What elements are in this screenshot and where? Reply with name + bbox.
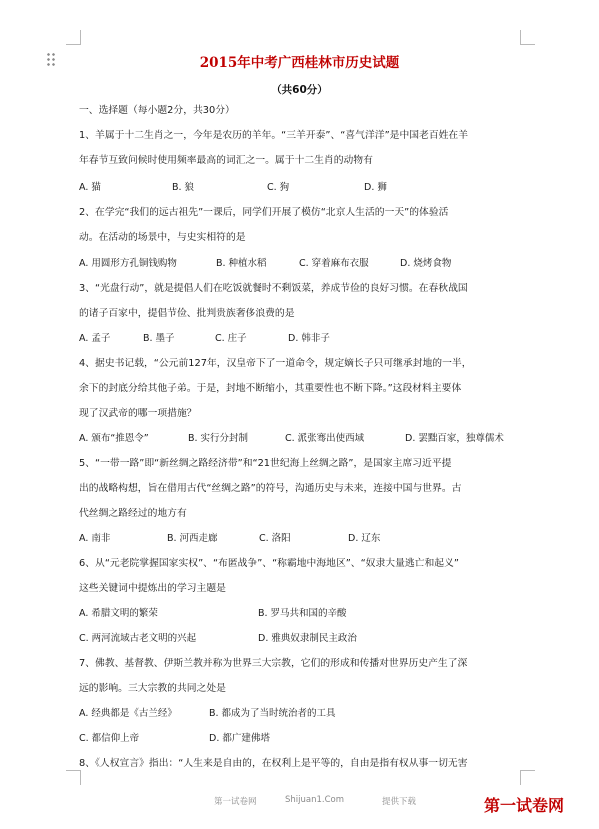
question-5-option-b: B. 河西走廊 [167,533,218,544]
question-6-text: 6、从“元老院掌握国家实权”、“布匿战争”、“称霸地中海地区”、“奴隶大量逃亡和起义” [79,558,459,569]
question-7-option-b: B. 都成为了当时统治者的工具 [209,708,336,719]
question-3-option-b: B. 墨子 [143,333,175,344]
question-5-text: 5、“一带一路”即“新丝绸之路经济带”和“21世纪海上丝绸之路”，是国家主席习近平提 [79,458,452,469]
footer-site-url[interactable]: Shijuan1.Com [285,795,345,805]
question-5-option-c: C. 洛阳 [259,533,291,544]
section-heading: 一、选择题（每小题2分，共30分） [79,105,235,116]
footer-site-name: 第一试卷网 [214,797,257,807]
question-4-text: 4、据史书记载，“公元前127年，汉皇帝下了一道命令，规定嫡长子只可继承封地的一半， [79,358,472,369]
page-corner-mark [66,30,81,45]
question-2-option-c: C. 穿着麻布衣服 [299,258,369,269]
question-2-option-a: A. 用圆形方孔铜钱购物 [79,258,177,269]
question-2-text: 2、在学完“我们的远古祖先”一课后，同学们开展了模仿“北京人生活的一天”的体验活 [79,207,449,218]
question-1-text: 1、羊属于十二生肖之一，今年是农历的羊年。“三羊开泰”、“喜气洋洋”是中国老百姓在羊 [79,130,469,141]
question-5-option-d: D. 辽东 [348,533,381,544]
question-6-option-c: C. 两河流域古老文明的兴起 [79,633,197,644]
question-4-option-d: D. 罢黜百家，独尊儒术 [405,433,504,444]
question-3-option-d: D. 韩非子 [288,333,330,344]
question-4-option-b: B. 实行分封制 [188,433,249,444]
question-1-option-c: C. 狗 [267,182,290,193]
question-7-text: 远的影响。三大宗教的共同之处是 [79,683,226,694]
question-4-option-a: A. 颁布“推恩令” [79,433,149,444]
document-subtitle: （共60分） [271,84,328,96]
brand-watermark: 第一试卷网 [484,796,565,815]
question-4-option-c: C. 派张骞出使西域 [285,433,365,444]
question-5-text: 代丝绸之路经过的地方有 [79,508,187,519]
page-corner-mark [66,770,81,785]
question-1-option-a: A. 猫 [79,182,101,193]
question-4-text: 现了汉武帝的哪一项措施？ [79,408,197,419]
question-3-option-a: A. 孟子 [79,333,111,344]
question-4-text: 余下的封底分给其他子弟。于是，封地不断缩小，其重要性也不断下降。”这段材料主要体 [79,383,462,394]
question-6-option-b: B. 罗马共和国的辛酸 [258,608,347,619]
page-corner-mark [520,770,535,785]
question-2-option-b: B. 种植水稻 [216,258,267,269]
question-7-option-c: C. 都信仰上帝 [79,733,140,744]
question-2-option-d: D. 烧烤食物 [400,258,452,269]
question-7-text: 7、佛教、基督教、伊斯兰教并称为世界三大宗教，它们的形成和传播对世界历史产生了深 [79,658,468,669]
page-corner-mark [520,30,535,45]
question-1-option-d: D. 狮 [364,182,387,193]
question-5-text: 出的战略构想，旨在借用古代“丝绸之路”的符号，沟通历史与未来，连接中国与世界。古 [79,483,462,494]
question-1-text: 年春节互致问候时使用频率最高的词汇之一。属于十二生肖的动物有 [79,155,373,166]
question-3-option-c: C. 庄子 [215,333,247,344]
question-6-option-a: A. 希腊文明的繁荣 [79,608,158,619]
document-title: 2015年中考广西桂林市历史试题 [199,55,400,71]
question-3-text: 的诸子百家中，提倡节俭、批判贵族奢侈浪费的是 [79,308,295,319]
question-2-text: 动。在活动的场景中，与史实相符的是 [79,232,246,243]
footer-download-text: 提供下载 [382,797,417,807]
question-5-option-a: A. 南非 [79,533,111,544]
question-6-text: 这些关键词中提炼出的学习主题是 [79,583,226,594]
question-1-option-b: B. 狼 [172,182,195,193]
question-8-text: 8、《人权宣言》指出：“人生来是自由的，在权利上是平等的，自由是指有权从事一切无害 [79,758,468,769]
question-7-option-a: A. 经典都是《古兰经》 [79,708,177,719]
question-3-text: 3、“光盘行动”，就是提倡人们在吃饭就餐时不剩饭菜，养成节俭的良好习惯。在春秋战国 [79,283,468,294]
question-7-option-d: D. 都广建佛塔 [209,733,270,744]
question-6-option-d: D. 雅典奴隶制民主政治 [258,633,357,644]
